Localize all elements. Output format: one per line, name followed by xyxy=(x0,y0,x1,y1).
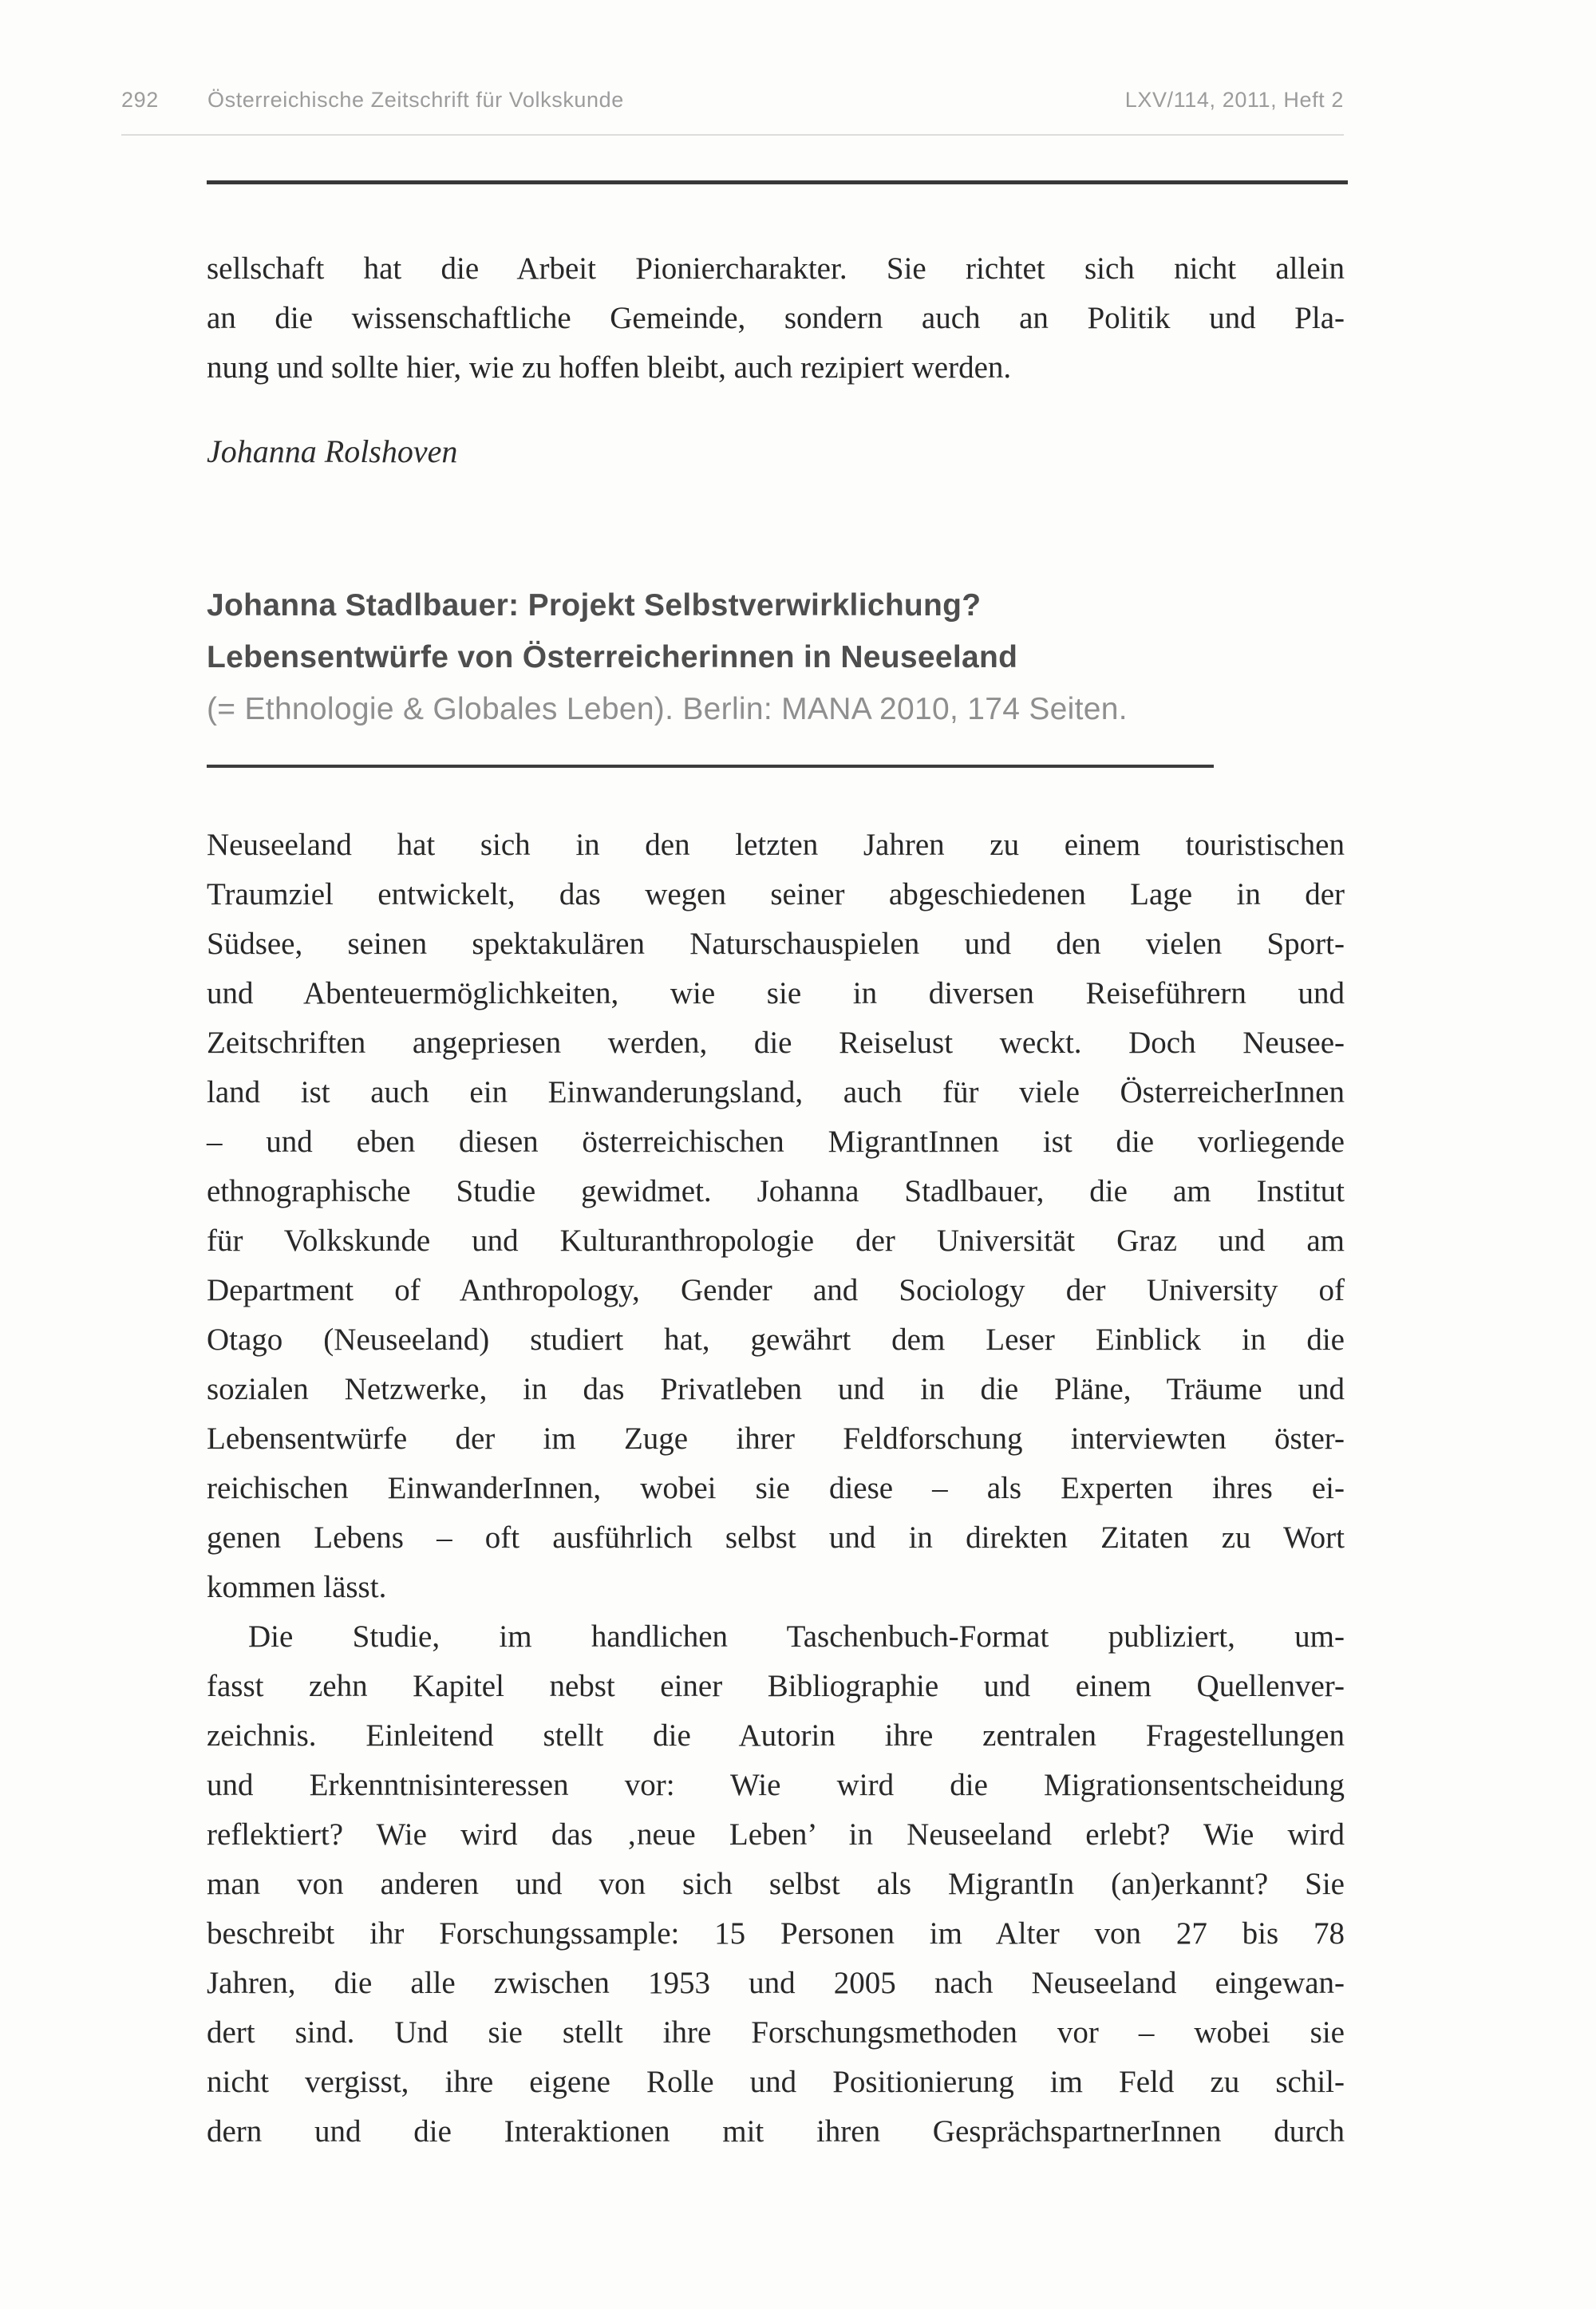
text-line: reflektiert? Wie wird das ‚neue Leben’ in Neuseeland erlebt? Wie wird xyxy=(207,1817,1345,1852)
text-line: reichischen EinwanderInnen, wobei sie diese – als Experten ihres ei- xyxy=(207,1471,1345,1505)
text-line: für Volkskunde und Kulturanthropologie der Universität Graz und am xyxy=(207,1224,1345,1258)
text-line: Otago (Neuseeland) studiert hat, gewährt dem Leser Einblick in die xyxy=(207,1323,1345,1357)
text-line: Lebensentwürfe der im Zuge ihrer Feldforschung interviewten öster- xyxy=(207,1421,1345,1456)
text-line: ethnographische Studie gewidmet. Johanna Stadlbauer, die am Institut xyxy=(207,1174,1345,1208)
running-header xyxy=(121,88,1344,113)
previous-review-paragraph xyxy=(207,244,1345,393)
text-line: Zeitschriften angepriesen werden, die Reiselust weckt. Doch Neusee- xyxy=(207,1026,1345,1060)
review-paragraph-1 xyxy=(207,820,1345,1612)
text-line: und Abenteuermöglichkeiten, wie sie in diversen Reiseführern und xyxy=(207,976,1345,1010)
text-line: – und eben diesen österreichischen MigrantInnen ist die vorliegende xyxy=(207,1125,1345,1159)
text-line: land ist auch ein Einwanderungsland, auch für viele ÖsterreicherInnen xyxy=(207,1075,1345,1109)
text-line: Jahren, die alle zwischen 1953 und 2005 nach Neuseeland eingewan- xyxy=(207,1966,1345,2000)
text-line: an die wissenschaftliche Gemeinde, sondern auch an Politik und Pla- xyxy=(207,301,1345,335)
text-line: beschreibt ihr Forschungssample: 15 Personen im Alter von 27 bis 78 xyxy=(207,1916,1345,1951)
text-line: kommen lässt. xyxy=(207,1570,387,1604)
text-line: und Erkenntnisinteressen vor: Wie wird die Migrationsentscheidung xyxy=(207,1768,1345,1802)
text-line: Traumziel entwickelt, das wegen seiner abgeschiedenen Lage in der xyxy=(207,877,1345,911)
section-divider-rule xyxy=(207,180,1348,184)
text-line: man von anderen und von sich selbst als MigrantIn (an)erkannt? Sie xyxy=(207,1867,1345,1901)
book-publication-info: (= Ethnologie & Globales Leben). Berlin: MANA 2010, 174 Seiten. xyxy=(207,692,1128,726)
text-line: nung und sollte hier, wie zu hoffen bleibt, auch rezipiert werden. xyxy=(207,350,1012,385)
page-number: 292 xyxy=(121,88,159,112)
text-line: fasst zehn Kapitel nebst einer Bibliographie und einem Quellenver- xyxy=(207,1669,1345,1703)
issue-info: LXV/114, 2011, Heft 2 xyxy=(1124,88,1344,112)
text-line: nicht vergisst, ihre eigene Rolle und Positionierung im Feld zu schil- xyxy=(207,2065,1345,2099)
text-line: genen Lebens – oft ausführlich selbst und in direkten Zitaten zu Wort xyxy=(207,1520,1345,1555)
text-line: sellschaft hat die Arbeit Pioniercharakter. Sie richtet sich nicht allein xyxy=(207,251,1345,286)
text-line: Department of Anthropology, Gender and Sociology der University of xyxy=(207,1273,1345,1307)
reviewer-byline: Johanna Rolshoven xyxy=(207,433,458,469)
text-line: dert sind. Und sie stellt ihre Forschungsmethoden vor – wobei sie xyxy=(207,2015,1345,2050)
text-line: Die Studie, im handlichen Taschenbuch-Format publiziert, um- xyxy=(248,1619,1345,1654)
text-line: zeichnis. Einleitend stellt die Autorin ihre zentralen Fragestellungen xyxy=(207,1718,1345,1753)
review-paragraph-2 xyxy=(207,1612,1345,2157)
text-line: Südsee, seinen spektakulären Naturschauspielen und den vielen Sport- xyxy=(207,927,1345,961)
text-line: Neuseeland hat sich in den letzten Jahren zu einem touristischen xyxy=(207,828,1345,862)
review-heading xyxy=(207,579,1345,735)
header-rule xyxy=(121,134,1344,136)
text-line: dern und die Interaktionen mit ihren GesprächspartnerInnen durch xyxy=(207,2114,1345,2149)
review-heading-rule xyxy=(207,765,1214,768)
text-line: sozialen Netzwerke, in das Privatleben und in die Pläne, Träume und xyxy=(207,1372,1345,1406)
review-body xyxy=(207,820,1345,2157)
journal-title: Österreichische Zeitschrift für Volkskunde xyxy=(207,88,624,112)
book-title-line-2: Lebensentwürfe von Österreicherinnen in Neuseeland xyxy=(207,640,1018,674)
book-title-line-1: Johanna Stadlbauer: Projekt Selbstverwirklichung? xyxy=(207,588,982,623)
